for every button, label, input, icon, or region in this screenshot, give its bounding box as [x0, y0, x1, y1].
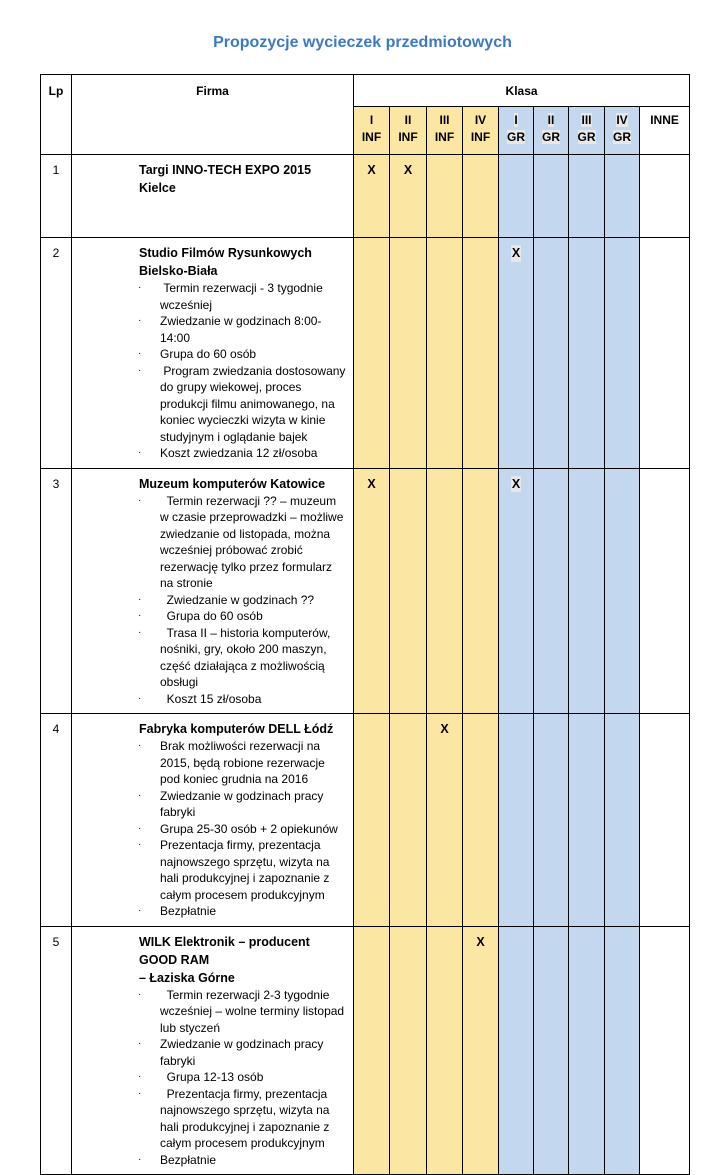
bullet-icon: ·: [138, 494, 142, 506]
firm-name-line: Bielsko-Biała: [139, 264, 218, 278]
class-header: [640, 107, 690, 155]
bullet-icon: ·: [138, 822, 142, 834]
firm-name-line: WILK Elektronik – producent GOOD RAM: [139, 934, 310, 967]
class-label: [427, 112, 462, 129]
class-profile-text: INF: [470, 129, 491, 144]
firm-name-line: Fabryka komputerów DELL Łódź: [139, 722, 334, 736]
bullet-icon: ·: [138, 364, 142, 376]
mark-wrap: [463, 155, 498, 162]
list-item-text: Termin rezerwacji - 3 tygodnie wcześniej: [160, 281, 327, 312]
mark-wrap: [605, 469, 639, 476]
class-profile-text: GR: [507, 129, 525, 144]
bullet-icon: ·: [138, 610, 142, 621]
bullet-icon: ·: [138, 348, 142, 359]
class-mark-cell: [354, 238, 390, 469]
list-item: [137, 363, 347, 446]
mark-wrap: [640, 238, 689, 245]
table-row: [41, 714, 690, 927]
firm-name-line: Studio Filmów Rysunkowych: [139, 246, 312, 260]
class-header: [499, 107, 534, 155]
mark-wrap: [640, 155, 689, 162]
bullet-icon: ·: [138, 1087, 142, 1099]
class-mark-cell: [640, 468, 690, 714]
list-item: [137, 625, 347, 691]
list-item-text: Grupa 12-13 osób: [160, 1070, 264, 1084]
class-year: III: [581, 113, 592, 127]
list-item-text: Prezentacja firmy, prezentacja najnowszego sprzętu, wizyta na hali produkcyjnej i zapoznanie z całym procesem produkcyjnym: [160, 1086, 333, 1150]
mark-wrap: [605, 927, 639, 934]
class-mark-cell: [463, 155, 499, 238]
class-mark-cell: [463, 468, 499, 714]
class-mark-cell: [427, 238, 463, 469]
bullet-icon: ·: [138, 315, 142, 326]
class-mark-cell: [534, 714, 569, 927]
class-mark-cell: [499, 926, 534, 1175]
class-header: [390, 107, 427, 155]
class-mark-cell: [569, 468, 605, 714]
mark-wrap: [534, 927, 568, 934]
class-mark-cell: [499, 238, 534, 469]
class-mark-cell: [605, 468, 640, 714]
list-item-text: Koszt zwiedzania 12 zł/osoba: [160, 446, 318, 460]
class-mark-cell: [354, 926, 390, 1175]
class-year: INNE: [650, 113, 679, 127]
class-year: IV: [616, 113, 628, 127]
mark-wrap: [499, 714, 533, 721]
firm-name: [109, 720, 347, 738]
list-item: [137, 987, 347, 1037]
header-row-top: [41, 75, 690, 107]
bullet-icon: ·: [138, 905, 142, 916]
bullet-icon: ·: [138, 789, 142, 801]
class-mark-cell: [390, 468, 427, 714]
class-mark-cell: [640, 714, 690, 927]
bullet-icon: ·: [138, 740, 142, 751]
class-mark-cell: [354, 468, 390, 714]
class-mark-cell: [569, 926, 605, 1175]
mark-wrap: [569, 714, 604, 721]
feature-list: [109, 493, 347, 708]
class-label: [354, 112, 389, 129]
mark-wrap: [390, 469, 426, 476]
class-year: IV: [474, 113, 487, 127]
class-mark-cell: [427, 155, 463, 238]
list-item: [137, 788, 347, 821]
mark-wrap: [463, 927, 498, 951]
mark-wrap: [354, 238, 389, 245]
mark-wrap: [569, 469, 604, 476]
header-klasa: Klasa: [354, 75, 690, 107]
firm-name-line: Muzeum komputerów Katowice: [139, 476, 326, 491]
class-mark-cell: [640, 926, 690, 1175]
list-item-text: Grupa do 60 osób: [160, 609, 263, 623]
firm-cell: [72, 926, 354, 1175]
firm-name: [109, 161, 347, 197]
class-year: I: [514, 113, 518, 127]
mark-wrap: [354, 714, 389, 721]
list-item: [137, 608, 347, 625]
mark-wrap: [640, 469, 689, 476]
class-header: [569, 107, 605, 155]
list-item: [137, 1152, 347, 1169]
list-item-text: Zwiedzanie w godzinach ??: [160, 592, 315, 607]
class-label: [534, 112, 568, 129]
class-mark-cell: [354, 155, 390, 238]
mark-wrap: [354, 927, 389, 934]
class-mark-cell: [605, 238, 640, 469]
class-mark-cell: [605, 155, 640, 238]
firm-name: [109, 244, 347, 280]
bullet-icon: ·: [138, 692, 142, 704]
feature-list: [109, 738, 347, 920]
class-mark-cell: [390, 714, 427, 927]
row-number: 1: [41, 155, 72, 238]
selected-mark: X: [511, 476, 521, 491]
list-item: [137, 691, 347, 708]
class-profile: [605, 129, 639, 146]
mark-wrap: [499, 238, 533, 262]
bullet-icon: ·: [138, 626, 142, 638]
row-number: 2: [41, 238, 72, 469]
list-item: [137, 1069, 347, 1086]
table-row: [41, 155, 690, 238]
class-profile-text: INF: [398, 129, 418, 144]
mark-wrap: [640, 714, 689, 721]
class-mark-cell: [427, 714, 463, 927]
class-profile-text: INF: [361, 129, 382, 144]
list-item: [137, 1036, 347, 1069]
mark-wrap: [354, 469, 389, 493]
list-item: [137, 346, 347, 363]
table-row: [41, 926, 690, 1175]
selected-mark: X: [476, 934, 485, 949]
row-number: 5: [41, 926, 72, 1175]
class-mark-cell: [534, 238, 569, 469]
bullet-icon: ·: [138, 447, 142, 458]
table-row: [41, 468, 690, 714]
list-item: [137, 738, 347, 788]
header-firma: Firma: [72, 75, 354, 155]
mark-wrap: [605, 714, 639, 721]
bullet-icon: ·: [138, 988, 142, 1000]
mark-wrap: [605, 155, 639, 162]
class-profile: [534, 129, 568, 146]
class-profile-text: GR: [577, 129, 596, 144]
mark-wrap: [534, 238, 568, 245]
mark-wrap: [499, 155, 533, 162]
mark-wrap: [499, 469, 533, 493]
mark-wrap: [463, 714, 498, 721]
list-item: [137, 1086, 347, 1152]
list-item: [137, 313, 347, 346]
bullet-icon: ·: [138, 839, 142, 850]
mark-wrap: [427, 155, 462, 162]
list-item-text: Zwiedzanie w godzinach pracy fabryki: [160, 1037, 327, 1068]
class-label: [499, 112, 533, 129]
firm-name-line: – Łaziska Górne: [139, 970, 235, 985]
class-label: [463, 112, 498, 129]
feature-list: [109, 280, 347, 462]
list-item: [137, 592, 347, 609]
class-header: [605, 107, 640, 155]
list-item-text: Grupa 25-30 osób + 2 opiekunów: [160, 821, 338, 836]
selected-mark: X: [367, 163, 376, 177]
class-mark-cell: [463, 714, 499, 927]
list-item: [137, 493, 347, 592]
list-item: [137, 903, 347, 920]
page-title: Propozycje wycieczek przedmiotowych: [213, 34, 512, 51]
mark-wrap: [463, 238, 498, 245]
class-profile: [354, 129, 389, 146]
mark-wrap: [640, 927, 689, 934]
class-year: II: [547, 113, 555, 127]
firm-name-line: Targi INNO-TECH EXPO 2015: [139, 163, 312, 177]
selected-mark: X: [367, 476, 376, 491]
list-item: [137, 445, 347, 462]
firm-cell: [72, 468, 354, 714]
mark-wrap: [569, 155, 604, 162]
firm-name: [109, 933, 347, 987]
class-mark-cell: [605, 714, 640, 927]
class-year: III: [439, 113, 450, 127]
feature-list: [109, 987, 347, 1169]
class-mark-cell: [640, 238, 690, 469]
mark-wrap: [534, 469, 568, 476]
list-item-text: Zwiedzanie w godzinach 8:00-14:00: [160, 314, 322, 345]
class-mark-cell: [534, 155, 569, 238]
selected-mark: X: [440, 722, 449, 736]
class-mark-cell: [390, 238, 427, 469]
class-mark-cell: [499, 155, 534, 238]
class-profile: [569, 129, 604, 146]
class-mark-cell: [390, 926, 427, 1175]
mark-wrap: [390, 238, 426, 245]
class-header: [427, 107, 463, 155]
excursions-table: [40, 74, 690, 1175]
mark-wrap: [390, 714, 426, 721]
class-header: [463, 107, 499, 155]
firm-cell: [72, 238, 354, 469]
mark-wrap: [427, 238, 462, 245]
class-mark-cell: [499, 468, 534, 714]
list-item-text: Bezpłatnie: [160, 1152, 217, 1167]
mark-wrap: [499, 927, 533, 934]
firm-cell: [72, 714, 354, 927]
class-profile-text: INF: [434, 129, 455, 144]
class-label: [640, 112, 689, 129]
class-mark-cell: [427, 926, 463, 1175]
class-mark-cell: [427, 468, 463, 714]
list-item: [137, 280, 347, 313]
header-lp: Lp: [41, 75, 72, 155]
class-profile: [499, 129, 533, 146]
list-item-text: Brak możliwości rezerwacji na 2015, będą robione rezerwacje pod koniec grudnia na 2016: [160, 739, 329, 786]
list-item: [137, 837, 347, 903]
mark-wrap: [569, 927, 604, 934]
list-item: [137, 821, 347, 838]
bullet-icon: ·: [138, 593, 142, 605]
bullet-icon: ·: [138, 282, 142, 293]
class-profile: [427, 129, 462, 146]
class-mark-cell: [354, 714, 390, 927]
class-mark-cell: [569, 238, 605, 469]
firm-name: [109, 475, 347, 493]
class-mark-cell: [569, 155, 605, 238]
list-item-text: Grupa do 60 osób: [160, 347, 257, 361]
class-header: [534, 107, 569, 155]
class-mark-cell: [463, 926, 499, 1175]
class-profile: [463, 129, 498, 146]
mark-wrap: [534, 714, 568, 721]
mark-wrap: [354, 155, 389, 179]
class-mark-cell: [605, 926, 640, 1175]
firm-cell: [72, 155, 354, 238]
class-label: [390, 112, 426, 129]
class-mark-cell: [640, 155, 690, 238]
bullet-icon: ·: [138, 1038, 142, 1049]
class-header: [354, 107, 390, 155]
list-item-text: Koszt 15 zł/osoba: [160, 691, 262, 706]
list-item-text: Prezentacja firmy, prezentacja najnowszego sprzętu, wizyta na hali produkcyjnej i zapoznanie z całym procesem produkcyjnym: [160, 838, 333, 902]
list-item-text: Bezpłatnie: [160, 904, 217, 918]
list-item-text: Termin rezerwacji 2-3 tygodnie wcześniej – wolne terminy listopad lub styczeń: [160, 987, 348, 1035]
class-mark-cell: [569, 714, 605, 927]
class-year: I: [369, 113, 374, 127]
list-item-text: Zwiedzanie w godzinach pracy fabryki: [160, 788, 327, 819]
mark-wrap: [427, 469, 462, 476]
class-mark-cell: [534, 468, 569, 714]
class-mark-cell: [499, 714, 534, 927]
mark-wrap: [569, 238, 604, 245]
class-year: II: [404, 113, 412, 127]
bullet-icon: ·: [138, 1153, 142, 1165]
table-row: [41, 238, 690, 469]
list-item-text: Termin rezerwacji ?? – muzeum w czasie przeprowadzki – możliwe zwiedzanie od listopada, można wcześniej próbować zrobić rezerwację tylko przez formularz na stronie: [160, 493, 347, 590]
mark-wrap: [390, 155, 426, 179]
class-mark-cell: [390, 155, 427, 238]
bullet-icon: ·: [138, 1071, 142, 1082]
mark-wrap: [427, 927, 462, 934]
row-number: 4: [41, 714, 72, 927]
mark-wrap: [390, 927, 426, 934]
mark-wrap: [427, 714, 462, 738]
mark-wrap: [534, 155, 568, 162]
selected-mark: X: [403, 163, 413, 177]
class-profile-text: GR: [613, 129, 631, 144]
mark-wrap: [605, 238, 639, 245]
class-profile: [390, 129, 426, 146]
row-number: 3: [41, 468, 72, 714]
list-item-text: Trasa II – historia komputerów, nośniki, gry, około 200 maszyn, część działająca z możliwością obsługi: [160, 625, 334, 689]
list-item-text: Program zwiedzania dostosowany do grupy wiekowej, proces produkcji filmu animowanego, na koniec wycieczki wizyta w kinie studyjnym i oglądanie bajek: [160, 363, 349, 444]
class-mark-cell: [463, 238, 499, 469]
class-profile-text: GR: [542, 129, 560, 144]
firm-name-line: Kielce: [139, 181, 176, 195]
mark-wrap: [463, 469, 498, 476]
selected-mark: X: [511, 246, 521, 260]
class-label: [605, 112, 639, 129]
class-label: [569, 112, 604, 129]
class-mark-cell: [534, 926, 569, 1175]
